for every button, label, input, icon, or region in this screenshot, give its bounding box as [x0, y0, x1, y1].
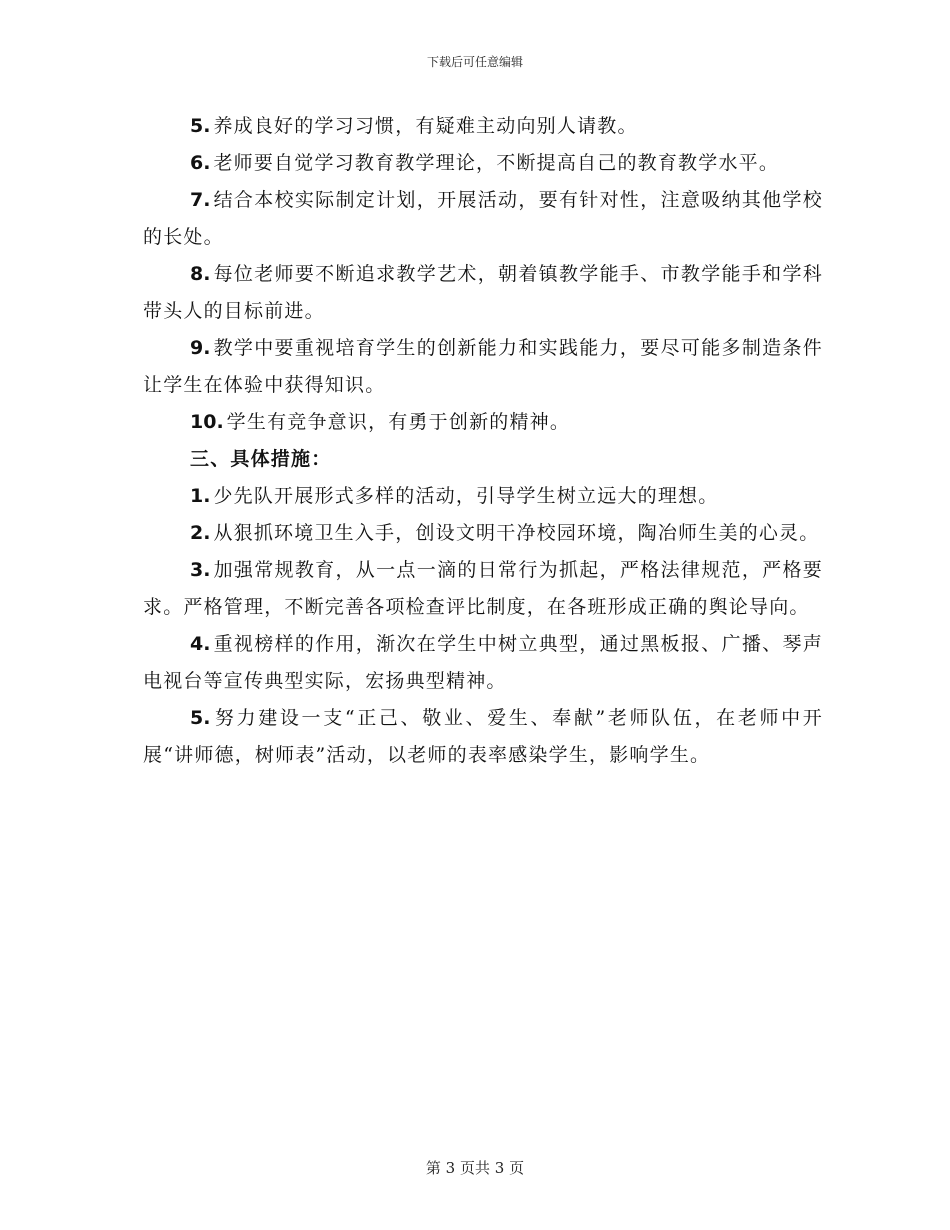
- item-text: 从狠抓环境卫生入手，创设文明干净校园环境，陶冶师生美的心灵。: [213, 522, 820, 544]
- item-number: 3.: [190, 559, 211, 581]
- page-footer: 第 3 页共 3 页: [425, 1159, 525, 1177]
- item-text: 少先队开展形式多样的活动，引导学生树立远大的理想。: [213, 485, 719, 507]
- document-body: [143, 108, 823, 774]
- item-text: 老师要自觉学习教育教学理论，不断提高自己的教育教学水平。: [213, 152, 780, 174]
- list-item: [143, 700, 823, 774]
- list-item: [143, 330, 823, 404]
- item-number: 10.: [190, 411, 224, 433]
- list-item: [143, 182, 823, 256]
- item-number: 1.: [190, 485, 211, 507]
- item-text: 努力建设一支“正己、敬业、爱生、奉献”老师队伍，在老师中开展“讲师德，树师表”活动，以老师的表率感染学生，影响学生。: [143, 707, 823, 766]
- list-item: [143, 145, 823, 182]
- item-text: 教学中要重视培育学生的创新能力和实践能力，要尽可能多制造条件让学生在体验中获得知识。: [143, 337, 823, 396]
- item-text: 加强常规教育，从一点一滴的日常行为抓起，严格法律规范，严格要求。严格管理，不断完善各项检查评比制度，在各班形成正确的舆论导向。: [143, 559, 823, 618]
- item-number: 4.: [190, 633, 211, 655]
- item-text: 重视榜样的作用，渐次在学生中树立典型，通过黑板报、广播、琴声电视台等宣传典型实际，宏扬典型精神。: [143, 633, 823, 692]
- item-number: 6.: [190, 152, 211, 174]
- item-number: 2.: [190, 522, 211, 544]
- item-number: 5.: [190, 115, 211, 137]
- item-number: 7.: [190, 189, 211, 211]
- list-item: [143, 256, 823, 330]
- section-heading: 三、具体措施：: [190, 448, 332, 470]
- item-text: 结合本校实际制定计划，开展活动，要有针对性，注意吸纳其他学校的长处。: [143, 189, 823, 248]
- list-item: [143, 404, 823, 441]
- page-header: 下载后可任意编辑: [426, 55, 523, 69]
- list-item: [143, 515, 823, 552]
- item-number: 8.: [190, 263, 211, 285]
- item-text: 学生有竞争意识，有勇于创新的精神。: [226, 411, 571, 433]
- item-text: 养成良好的学习习惯，有疑难主动向别人请教。: [213, 115, 638, 137]
- list-item: [143, 478, 823, 515]
- item-number: 9.: [190, 337, 211, 359]
- list-item: [143, 108, 823, 145]
- list-item: [143, 626, 823, 700]
- item-text: 每位老师要不断追求教学艺术，朝着镇教学能手、市教学能手和学科带头人的目标前进。: [143, 263, 823, 322]
- item-number: 5.: [190, 707, 211, 729]
- list-item: [143, 552, 823, 626]
